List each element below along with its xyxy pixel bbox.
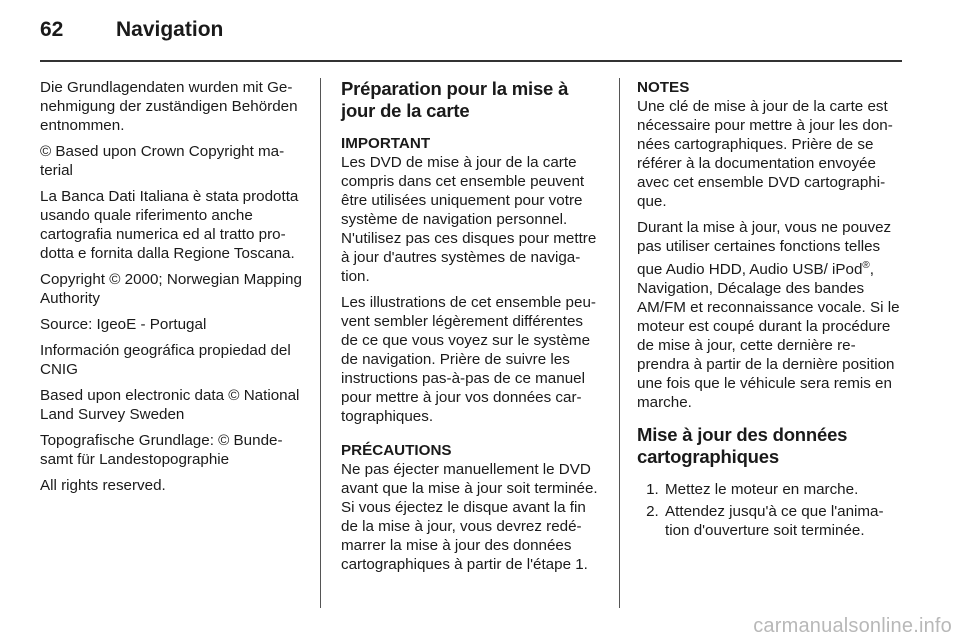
page-number: 62 [40, 18, 64, 41]
paragraph: Die Grundlagendaten wurden mit Genehmigung der zuständigen Behörden entnommen. [40, 79, 298, 134]
registered-mark: ® [862, 260, 870, 271]
page-header [40, 18, 900, 46]
section-heading-preparation: Préparation pour la mise à jour de la carte [341, 78, 569, 121]
column-right [637, 78, 901, 543]
notes-text-2: Durant la mise à jour, vous ne pouvez pas utiliser certaines fonctions telles que Audio HDD, Audio USB/ iPod®, Navigation, Décalage des bandes AM/FM et reconnaissance vocale. Si le moteur est coupé durant la procédure de mise à jour, cette dernière reprendra à partir de la dernière position une fois que le véhicule sera remis en marche. [637, 219, 900, 412]
cautions-text: Ne pas éjecter manuellement le DVD avant que la mise à jour soit terminée. Si vous éjectez le disque avant la fin de la mise à jour, vous devrez redémarrer la mise à jour des données cartographiques à partir de l'étape 1. [341, 461, 598, 573]
column-divider-1 [320, 78, 321, 608]
important-label: IMPORTANT [341, 135, 431, 152]
watermark: carmanualsonline.info [753, 615, 952, 637]
paragraph: Based upon electronic data © National Land Survey Sweden [40, 387, 300, 423]
section-heading-update: Mise à jour des données cartographiques [637, 424, 848, 468]
important-block [341, 134, 603, 426]
cautions-block [341, 441, 603, 574]
paragraph: La Banca Dati Italiana è stata prodotta usando quale riferimento anche cartografia numerica ed al tratto prodotta e fornita dalla Regione Toscana. [40, 188, 299, 262]
paragraph: All rights reserved. [40, 477, 166, 494]
paragraph: © Based upon Crown Copyright material [40, 143, 285, 179]
page-title: Navigation [116, 18, 224, 41]
important-text-1: Les DVD de mise à jour de la carte compris dans cet ensemble peuvent être utilisées uniquement pour votre système de navigation personnel. N'utilisez pas ces disques pour mettre à jour d'autres systèmes de navigation. [341, 154, 597, 285]
column-divider-2 [619, 78, 620, 608]
notes-text-1: Une clé de mise à jour de la carte est nécessaire pour mettre à jour les données cartographiques. Prière de se référer à la documentation envoyée avec cet ensemble DVD cartographique. [637, 98, 893, 210]
paragraph: Información geográfica propiedad del CNIG [40, 342, 291, 378]
list-item: 1. Mettez le moteur en marche. [663, 480, 901, 499]
cautions-label: PRÉCAUTIONS [341, 442, 452, 459]
steps-list [637, 480, 901, 540]
notes-block [637, 78, 901, 412]
notes-label: NOTES [637, 79, 690, 96]
column-middle [341, 78, 603, 581]
important-text-2: Les illustrations de cet ensemble peuvent sembler légèrement différentes de ce que vous voyez sur le système de navigation. Prière de suivre les instructions pas-à-pas de ce manuel pour mettre à jour vos données cartographiques. [341, 294, 596, 425]
paragraph: Copyright © 2000; Norwegian Mapping Authority [40, 271, 302, 307]
paragraph: Topografische Grundlage: © Bundesamt für Landestopographie [40, 432, 283, 468]
paragraph: Source: IgeoE - Portugal [40, 316, 207, 333]
list-item: 2. Attendez jusqu'à ce que l'animation d'ouverture soit terminée. [663, 502, 901, 540]
header-rule [40, 60, 902, 62]
column-left [40, 78, 302, 502]
